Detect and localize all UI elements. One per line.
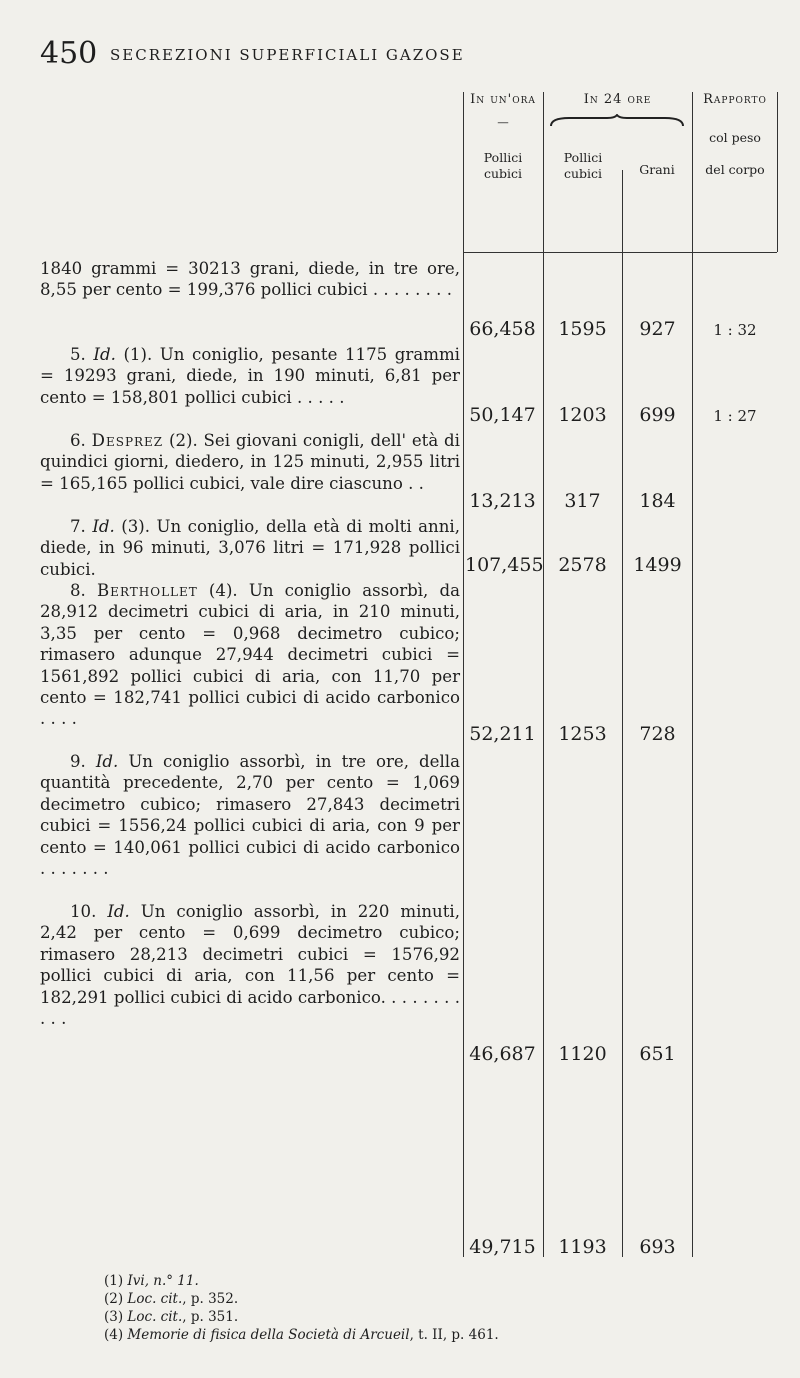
running-title: SECREZIONI SUPERFICIALI GAZOSE — [110, 46, 465, 64]
brace-icon — [549, 114, 685, 128]
table-rule — [777, 92, 778, 252]
cell-day-pollici: 1203 — [558, 404, 607, 426]
cell-hour: 50,147 — [469, 404, 536, 426]
entry-4-continuation: 1840 grammi = 30213 grani, diede, in tre ore, 8,55 per cento = 199,376 pollici cubici . . . . . . . . — [40, 259, 460, 300]
cell-grani: 693 — [639, 1236, 676, 1258]
table-rule — [622, 170, 623, 1257]
footnote-1: (1) Ivi, n.° 11. — [104, 1273, 199, 1289]
table-rule — [463, 252, 777, 253]
col-day-sub-pollici: Pollici cubici — [563, 150, 603, 181]
table-rule — [543, 92, 544, 1257]
page-number: 450 — [40, 36, 98, 71]
col-day-sub-grani: Grani — [639, 162, 675, 177]
footnotes — [104, 1272, 499, 1344]
entry-8: 8. Berthollet (4). Un coniglio assorbì, da 28,912 decimetri cubici di aria, in 210 minuti, 3,35 per cento = 0,968 decimetro cubico; rimasero adunque 27,944 decimetri cubici = 1561,892 pollici cubici di aria, con 11,70 per cento = 182,741 pollici cubici di acido carbonico . . . . — [40, 581, 460, 729]
cell-day-pollici: 1193 — [558, 1236, 607, 1258]
footnote-2: (2) Loc. cit., p. 352. — [104, 1291, 239, 1307]
entry-10: 10. Id. Un coniglio assorbì, in 220 minuti, 2,42 per cento = 0,699 decimetro cubico; rimasero 28,213 decimetri cubici = 1576,92 pollici cubici di aria, con 11,56 per cento = 182,291 pollici cubici di acido carbonico. . . . . . . . . . . — [40, 902, 460, 1029]
cell-day-pollici: 1253 — [558, 723, 607, 745]
col-day-title: In 24 ore — [583, 92, 652, 107]
col-hour-sub: Pollici cubici — [483, 150, 523, 181]
cell-grani: 184 — [639, 490, 676, 512]
entry-9: 9. Id. Un coniglio assorbì, in tre ore, della quantità precedente, 2,70 per cento = 1,069 decimetro cubico; rimasero 27,843 decimetri cubici = 1556,24 pollici cubici di aria, con 9 per cento = 140,061 pollici cubici di acido carbonico . . . . . . . — [40, 752, 460, 879]
cell-day-pollici: 1595 — [558, 318, 607, 340]
cell-hour: 49,715 — [469, 1236, 536, 1258]
col-ratio-title: Rapporto — [703, 92, 767, 107]
cell-day-pollici: 1120 — [558, 1043, 607, 1065]
cell-hour: 13,213 — [469, 490, 536, 512]
cell-hour: 46,687 — [469, 1043, 536, 1065]
entry-6: 6. Desprez (2). Sei giovani conigli, dell' età di quindici giorni, diedero, in 125 minuti, 2,955 litri = 165,165 pollici cubici, vale dire ciascuno . . — [40, 431, 460, 493]
cell-grani: 1499 — [633, 554, 682, 576]
text-column — [40, 258, 460, 1029]
col-hour-title: In un'ora — [470, 92, 536, 107]
cell-day-pollici: 2578 — [558, 554, 607, 576]
footnote-3: (3) Loc. cit., p. 351. — [104, 1309, 239, 1325]
col-ratio-sub: col peso del corpo — [705, 130, 765, 177]
cell-grani: 651 — [639, 1043, 676, 1065]
cell-day-pollici: 317 — [564, 490, 601, 512]
table-rule — [463, 92, 464, 1257]
cell-ratio: 1 : 32 — [713, 321, 757, 339]
cell-grani: 728 — [639, 723, 676, 745]
cell-hour: 52,211 — [469, 723, 536, 745]
cell-ratio: 1 : 27 — [713, 407, 757, 425]
cell-hour: 66,458 — [469, 318, 536, 340]
footnote-4: (4) Memorie di fisica della Società di Arcueil, t. II, p. 461. — [104, 1327, 499, 1343]
cell-hour: 107,455 — [465, 554, 544, 576]
entry-5: 5. Id. (1). Un coniglio, pesante 1175 grammi = 19293 grani, diede, in 190 minuti, 6,81 per cento = 158,801 pollici cubici . . . . . — [40, 345, 460, 407]
cell-grani: 699 — [639, 404, 676, 426]
col-hour-dash: — — [497, 115, 509, 129]
cell-grani: 927 — [639, 318, 676, 340]
table-rule — [692, 92, 693, 1257]
entry-7: 7. Id. (3). Un coniglio, della età di molti anni, diede, in 96 minuti, 3,076 litri = 171,928 pollici cubici. — [40, 517, 460, 579]
